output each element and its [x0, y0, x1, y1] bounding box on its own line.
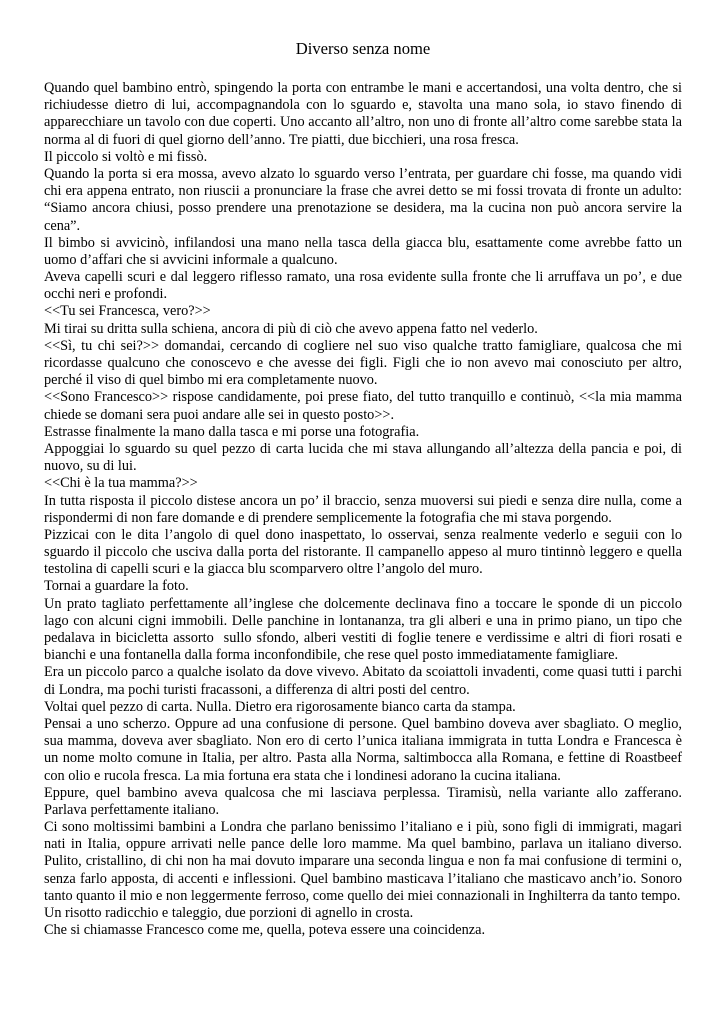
- paragraph: Un prato tagliato perfettamente all’inglese che dolcemente declinava fino a toccare le sponde di un piccolo lago con alcuni cigni immobili. Delle panchine in lontananza, tra gli alberi e una in primo piano, un tipo che pedalava in bicicletta assorto sullo sfondo, alberi vestiti di foglie tenere e verdissime e altri di fiori rosati e bianchi e una fontanella dalla forma inconfondibile, che rese quel posto immediatamente famigliare.: [44, 595, 686, 664]
- paragraph: Voltai quel pezzo di carta. Nulla. Dietro era rigorosamente bianco carta da stampa.: [44, 698, 516, 715]
- paragraph: In tutta risposta il piccolo distese ancora un po’ il braccio, senza muoversi sui piedi e senza dire nulla, come a rispondermi di non fare domande e di prendere semplicemente la fotografia che mi stava porgendo.: [44, 492, 686, 526]
- paragraph: Appoggiai lo sguardo su quel pezzo di carta lucida che mi stava allungando all’altezza della pancia e poi, di nuovo, su di lui.: [44, 440, 686, 475]
- paragraph: Pensai a uno scherzo. Oppure ad una confusione di persone. Quel bambino doveva aver sbagliato. O meglio, sua mamma, doveva aver sbagliato. Non ero di certo l’unica italiana immigrata in tutta Londra e Francesca è un nome molto comune in Italia, per altro. Pasta alla Norma, saltimbocca alla Romana, e fettine di Roastbeef con olio e rucola fresca. La mia fortuna era stata che i londinesi adorano la cucina italiana.: [44, 715, 686, 784]
- paragraph: <<Sì, tu chi sei?>> domandai, cercando di cogliere nel suo viso qualche tratto famigliare, qualcosa che mi ricordasse qualcuno che conoscevo e che avesse dei figli. Figli che io non avevo mai conosciuto per altro, perché il viso di quel bimbo mi era completamente nuovo.: [44, 337, 686, 389]
- document-body: [44, 80, 686, 939]
- paragraph: <<Sono Francesco>> rispose candidamente, poi prese fiato, del tutto tranquillo e continuò, <<la mia mamma chiede se domani sera puoi andare alle sei in questo posto>>.: [44, 389, 686, 423]
- paragraph: Tornai a guardare la foto.: [44, 578, 189, 595]
- paragraph: Estrasse finalmente la mano dalla tasca e mi porse una fotografia.: [44, 423, 420, 440]
- paragraph: Il bimbo si avvicinò, infilandosi una mano nella tasca della giacca blu, esattamente come avrebbe fatto un uomo d’affari che si avvicini informale a qualcuno.: [44, 234, 686, 268]
- dialogue-line: <<Chi è la tua mamma?>>: [44, 475, 198, 492]
- paragraph: Un risotto radicchio e taleggio, due porzioni di agnello in crosta.: [44, 905, 414, 921]
- paragraph: Che si chiamasse Francesco come me, quella, poteva essere una coincidenza.: [44, 922, 486, 939]
- paragraph: Mi tirai su dritta sulla schiena, ancora di più di ciò che avevo appena fatto nel vederlo.: [44, 320, 538, 337]
- paragraph: Il piccolo si voltò e mi fissò.: [44, 148, 208, 165]
- paragraph: Era un piccolo parco a qualche isolato da dove vivevo. Abitato da scoiattoli invadenti, come quasi tutti i parchi di Londra, ma pochi turisti fracassoni, a differenza di altri posti del centro.: [44, 664, 686, 698]
- paragraph: Quando la porta si era mossa, avevo alzato lo sguardo verso l’entrata, per guardare chi fosse, ma quando vidi chi era appena entrato, non riuscii a pronunciare la frase che avrei detto se mi fossi trovata di fronte un adulto: “Siamo ancora chiusi, posso prendere una prenotazione se desidera, ma la cucina non può ancora servire la cena”.: [44, 165, 686, 234]
- paragraph: Pizzicai con le dita l’angolo di quel dono inaspettato, lo osservai, senza realmente vederlo e seguii con lo sguardo il piccolo che usciva dalla porta del ristorante. Il campanello appeso al muro tintinnò leggero e quella testolina di capelli scuri e la giacca blu scomparvero oltre l’angolo del muro.: [44, 526, 686, 578]
- paragraph: Eppure, quel bambino aveva qualcosa che mi lasciava perplessa. Tiramisù, nella variante allo zafferano. Parlava perfettamente italiano.: [44, 784, 686, 818]
- paragraph: Quando quel bambino entrò, spingendo la porta con entrambe le mani e accertandosi, una volta dentro, che si richiudesse dietro di lui, accompagnandola con lo sguardo e, stavolta una mano sola, io stavo finendo di apparecchiare un tavolo con due coperti. Uno accanto all’altro, non uno di fronte all’altro come sarebbe stata la norma al di fuori di quel giorno dell’anno. Tre piatti, due bicchieri, una rosa fresca.: [44, 80, 686, 148]
- paragraph: Aveva capelli scuri e dal leggero riflesso ramato, una rosa evidente sulla fronte che li arruffava un po’, e due occhi neri e profondi.: [44, 269, 686, 303]
- document-title: Diverso senza nome: [295, 39, 431, 58]
- paragraph: Ci sono moltissimi bambini a Londra che parlano benissimo l’italiano e i più, sono figli di immigrati, magari nati in Italia, oppure arrivati nelle pance delle loro mamme. Ma quel bambino, parlava un italiano diverso. Pulito, cristallino, di chi non ha mai dovuto imparare una seconda lingua e non fa mai confusione di termini o, senza farlo apposta, di accenti e inflessioni. Quel bambino masticava l’italiano che masticavo anch’io. Sonoro tanto quanto il mio e non leggermente ferroso, come quello dei miei connazionali in Inghilterra da tanto tempo.: [44, 819, 686, 904]
- dialogue-line: <<Tu sei Francesca, vero?>>: [44, 303, 211, 320]
